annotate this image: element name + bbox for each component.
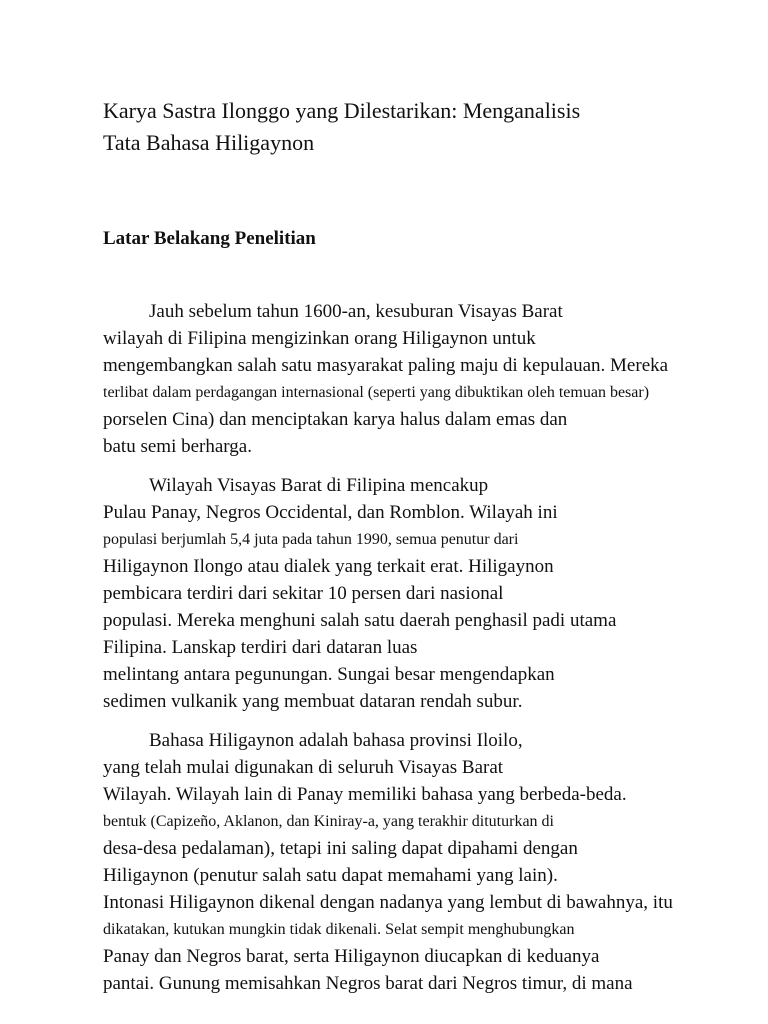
paragraph-line: melintang antara pegunungan. Sungai besar mengendapkan xyxy=(103,664,555,685)
paragraph-line: Pulau Panay, Negros Occidental, dan Romblon. Wilayah ini xyxy=(103,502,558,523)
title-line: Tata Bahasa Hiligaynon xyxy=(103,130,315,155)
paragraph-line: Wilayah Visayas Barat di Filipina mencakup xyxy=(149,475,489,496)
paragraph-line: Filipina. Lanskap terdiri dari dataran luas xyxy=(103,637,418,658)
paragraph-line: porselen Cina) dan menciptakan karya halus dalam emas dan xyxy=(103,409,568,430)
paragraph-line: desa-desa pedalaman), tetapi ini saling dapat dipahami dengan xyxy=(103,838,578,859)
paragraph-line: batu semi berharga. xyxy=(103,436,252,457)
paragraph-line: wilayah di Filipina mengizinkan orang Hiligaynon untuk xyxy=(103,328,536,349)
section-heading: Latar Belakang Penelitian xyxy=(103,228,316,249)
paragraph-line: Bahasa Hiligaynon adalah bahasa provinsi Iloilo, xyxy=(149,730,523,751)
paragraph-3 xyxy=(103,727,673,997)
paragraph-line: pembicara terdiri dari sekitar 10 persen dari nasional xyxy=(103,583,504,604)
paragraph-line: Wilayah. Wilayah lain di Panay memiliki bahasa yang berbeda-beda. xyxy=(103,784,627,805)
paragraph-line: pantai. Gunung memisahkan Negros barat dari Negros timur, di mana xyxy=(103,973,633,994)
paragraph-line: mengembangkan salah satu masyarakat paling maju di kepulauan. Mereka xyxy=(103,355,669,376)
paragraph-line: dikatakan, kutukan mungkin tidak dikenali. Selat sempit menghubungkan xyxy=(103,921,575,938)
paragraph-line: yang telah mulai digunakan di seluruh Visayas Barat xyxy=(103,757,504,778)
paragraph-line: Hiligaynon Ilongo atau dialek yang terkait erat. Hiligaynon xyxy=(103,556,554,577)
paragraph-line: Intonasi Hiligaynon dikenal dengan nadanya yang lembut di bawahnya, itu xyxy=(103,892,673,913)
paragraph-line: sedimen vulkanik yang membuat dataran rendah subur. xyxy=(103,691,523,712)
paragraph-line: Jauh sebelum tahun 1600-an, kesuburan Visayas Barat xyxy=(149,301,563,322)
title-line: Karya Sastra Ilonggo yang Dilestarikan: Menganalisis xyxy=(103,98,581,123)
paragraph-line: Hiligaynon (penutur salah satu dapat memahami yang lain). xyxy=(103,865,558,886)
paragraph-line: Panay dan Negros barat, serta Hiligaynon diucapkan di keduanya xyxy=(103,946,600,967)
document-title xyxy=(103,95,580,159)
paragraph-line: bentuk (Capizeño, Aklanon, dan Kiniray-a, yang terakhir dituturkan di xyxy=(103,813,554,830)
paragraph-1 xyxy=(103,298,668,460)
paragraph-2 xyxy=(103,472,616,715)
paragraph-line: populasi berjumlah 5,4 juta pada tahun 1990, semua penutur dari xyxy=(103,531,519,548)
paragraph-line: terlibat dalam perdagangan internasional (seperti yang dibuktikan oleh temuan besar) xyxy=(103,384,650,401)
paragraph-line: populasi. Mereka menghuni salah satu daerah penghasil padi utama xyxy=(103,610,617,631)
